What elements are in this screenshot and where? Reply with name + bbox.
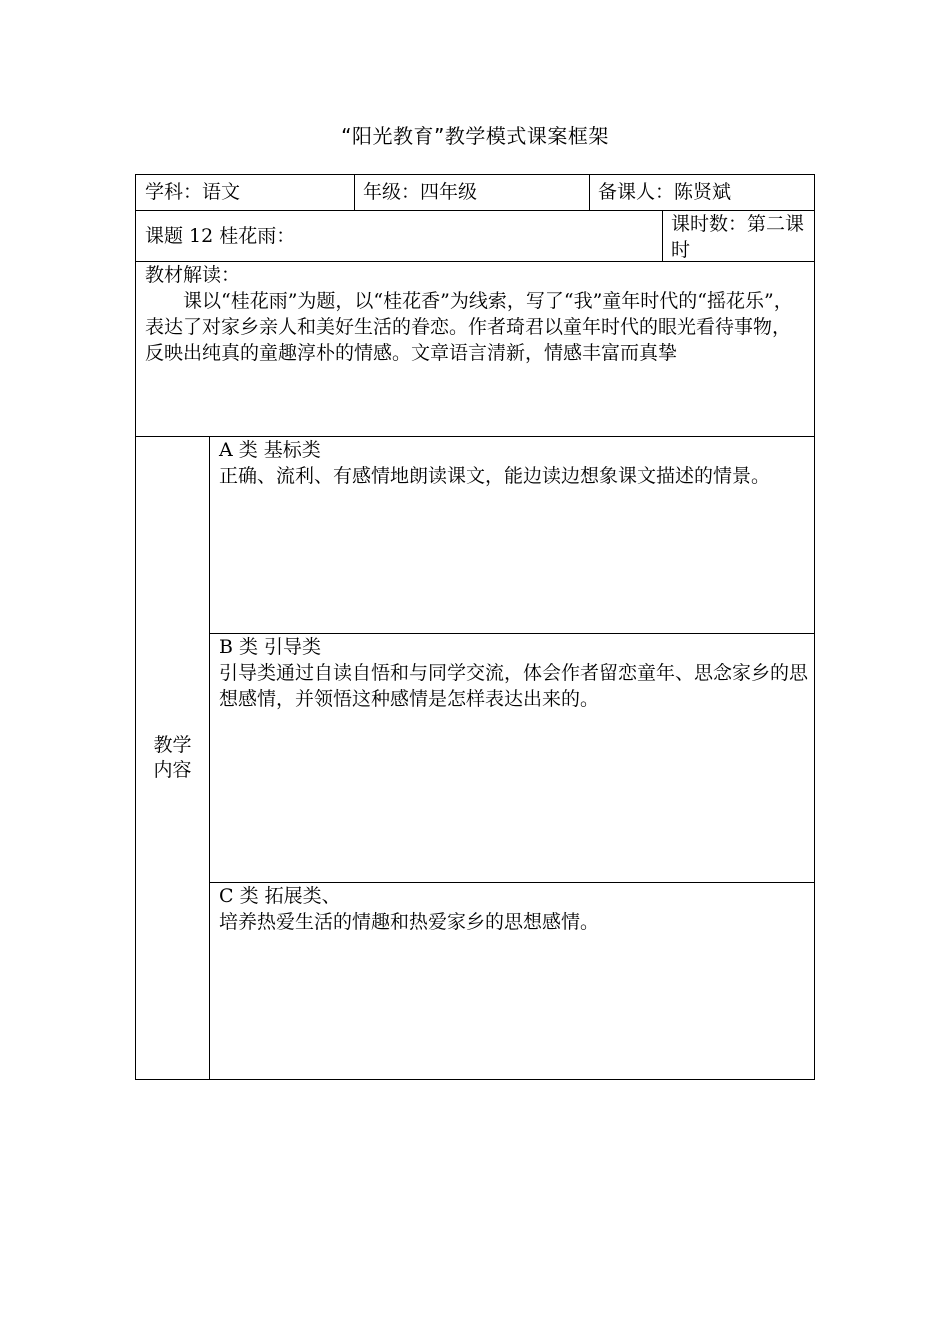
section-b-heading: B 类 引导类 [219, 636, 322, 658]
lesson-plan-table [135, 174, 815, 1080]
topic-cell [145, 223, 655, 249]
col-divider-grade-preparer [589, 175, 590, 210]
preparer-text: 备课人：陈贤斌 [598, 181, 732, 203]
textbook-body: 课以“桂花雨”为题，以“桂花香”为线索，写了“我”童年时代的“摇花乐”，表达了对家乡亲人和美好生活的眷恋。作者琦君以童年时代的眼光看待事物，反映出纯真的童趣淳朴的情感。文章语言清新，情感丰富而真挚 [145, 290, 793, 364]
periods-cell [671, 211, 811, 263]
col-divider-subject-grade [354, 175, 355, 210]
col-divider-label-content [209, 436, 210, 1080]
section-b-cell [219, 634, 809, 712]
subject-cell [145, 179, 350, 205]
page-title: “阳光教育”教学模式课案框架 [341, 124, 609, 148]
periods-text: 课时数：第二课时 [671, 213, 805, 261]
section-c-heading: C 类 拓展类、 [219, 885, 341, 907]
section-c-cell [219, 883, 809, 935]
preparer-cell [598, 179, 808, 205]
textbook-heading: 教材解读： [145, 264, 241, 286]
section-a-body: 正确、流利、有感情地朗读课文，能边读边想象课文描述的情景。 [219, 465, 771, 487]
teaching-content-label-cell [136, 436, 209, 1080]
topic-text: 课题 12 桂花雨： [145, 225, 296, 247]
section-a-heading: A 类 基标类 [219, 439, 321, 461]
section-a-cell [219, 437, 809, 489]
section-c-body: 培养热爱生活的情趣和热爱家乡的思想感情。 [219, 911, 600, 933]
grade-cell [363, 179, 583, 205]
section-b-body: 引导类通过自读自悟和与同学交流，体会作者留恋童年、思念家乡的思想感情，并领悟这种感情是怎样表达出来的。 [219, 662, 809, 710]
teaching-content-label: 教学内容 [153, 734, 192, 781]
grade-text: 年级：四年级 [363, 181, 478, 203]
subject-text: 学科：语文 [145, 181, 241, 203]
col-divider-topic-periods [662, 210, 663, 261]
textbook-cell [145, 262, 809, 366]
